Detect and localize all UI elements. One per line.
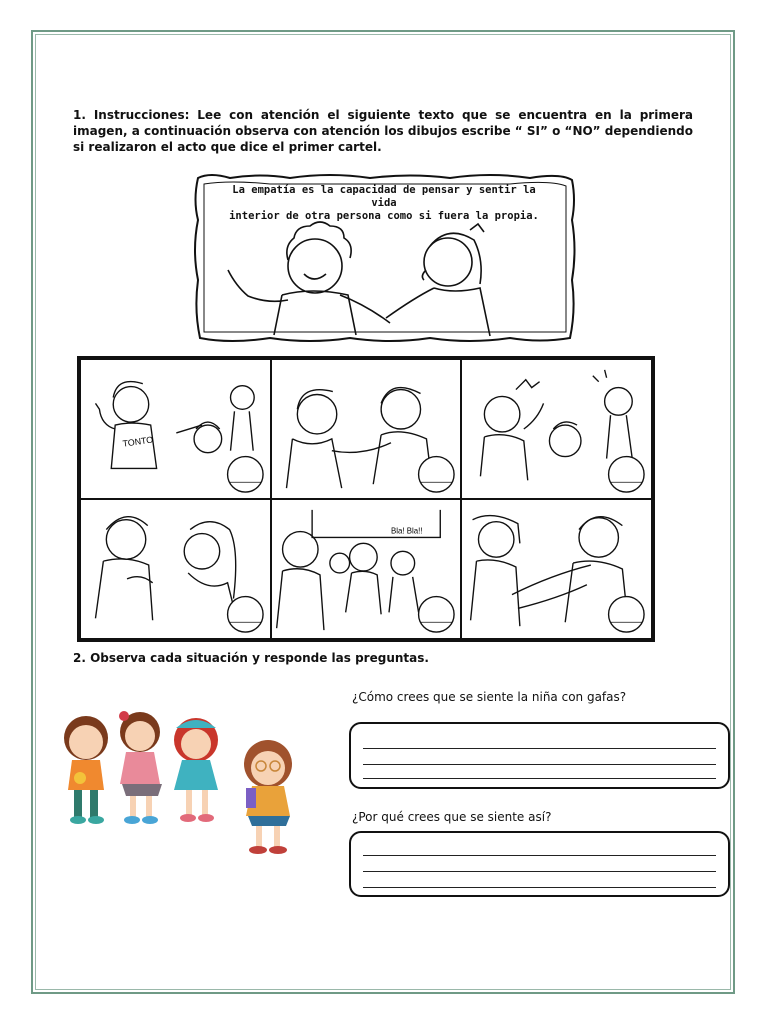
answer-circle-3[interactable] [609,457,644,492]
kid-orange [64,716,108,824]
answer-line [363,855,716,856]
instructions-paragraph [73,107,693,155]
scene-6-drawing [462,500,651,638]
kid-teal [174,718,218,822]
answer-line [363,778,716,779]
answer-box-1[interactable] [349,722,730,789]
instructions-number: 1. [73,108,86,122]
scene-1 [80,359,271,499]
answer-line [363,764,716,765]
poster-line-2: interior de otra persona como si fuera la propia. [229,210,539,222]
question-2: ¿Por qué crees que se siente así? [352,810,552,824]
scene-3-drawing [462,360,651,498]
poster-line-1: La empatía es la capacidad de pensar y sentir la vida [232,184,536,209]
scene-6 [461,499,652,639]
children-illustration [52,708,304,858]
kid-pink [119,711,162,824]
scene-1-drawing [81,360,270,498]
answer-circle-5[interactable] [418,597,453,632]
answer-circle-2[interactable] [418,457,453,492]
answer-line [363,748,716,749]
answer-circle-1[interactable] [228,457,263,492]
scene-5-drawing [272,500,461,638]
scenes-grid [77,356,655,642]
kid-glasses [244,740,292,854]
empathy-poster [190,170,578,345]
question-1: ¿Cómo crees que se siente la niña con gafas? [352,690,627,704]
scene-2-drawing [272,360,461,498]
scene-5-caption: Bla! Bla!! [390,526,423,536]
answer-circle-4[interactable] [228,597,263,632]
children-drawing [52,708,304,858]
answer-line [363,887,716,888]
poster-text [218,184,550,223]
scene-5 [271,499,462,639]
scene-4 [80,499,271,639]
instructions-text: Instrucciones: Lee con atención el siguiente texto que se encuentra en la primera imagen, a continuación observa con atención los dibujos escribe “ SI” o “NO” dependiendo si realizaron el acto que dice el primer cartel. [73,108,693,154]
scene-1-caption: TONTO [121,434,154,449]
scene-4-drawing [81,500,270,638]
answer-circle-6[interactable] [609,597,644,632]
section-2-title: 2. Observa cada situación y responde las preguntas. [73,651,429,665]
answer-line [363,871,716,872]
scene-3 [461,359,652,499]
scene-2 [271,359,462,499]
answer-box-2[interactable] [349,831,730,897]
